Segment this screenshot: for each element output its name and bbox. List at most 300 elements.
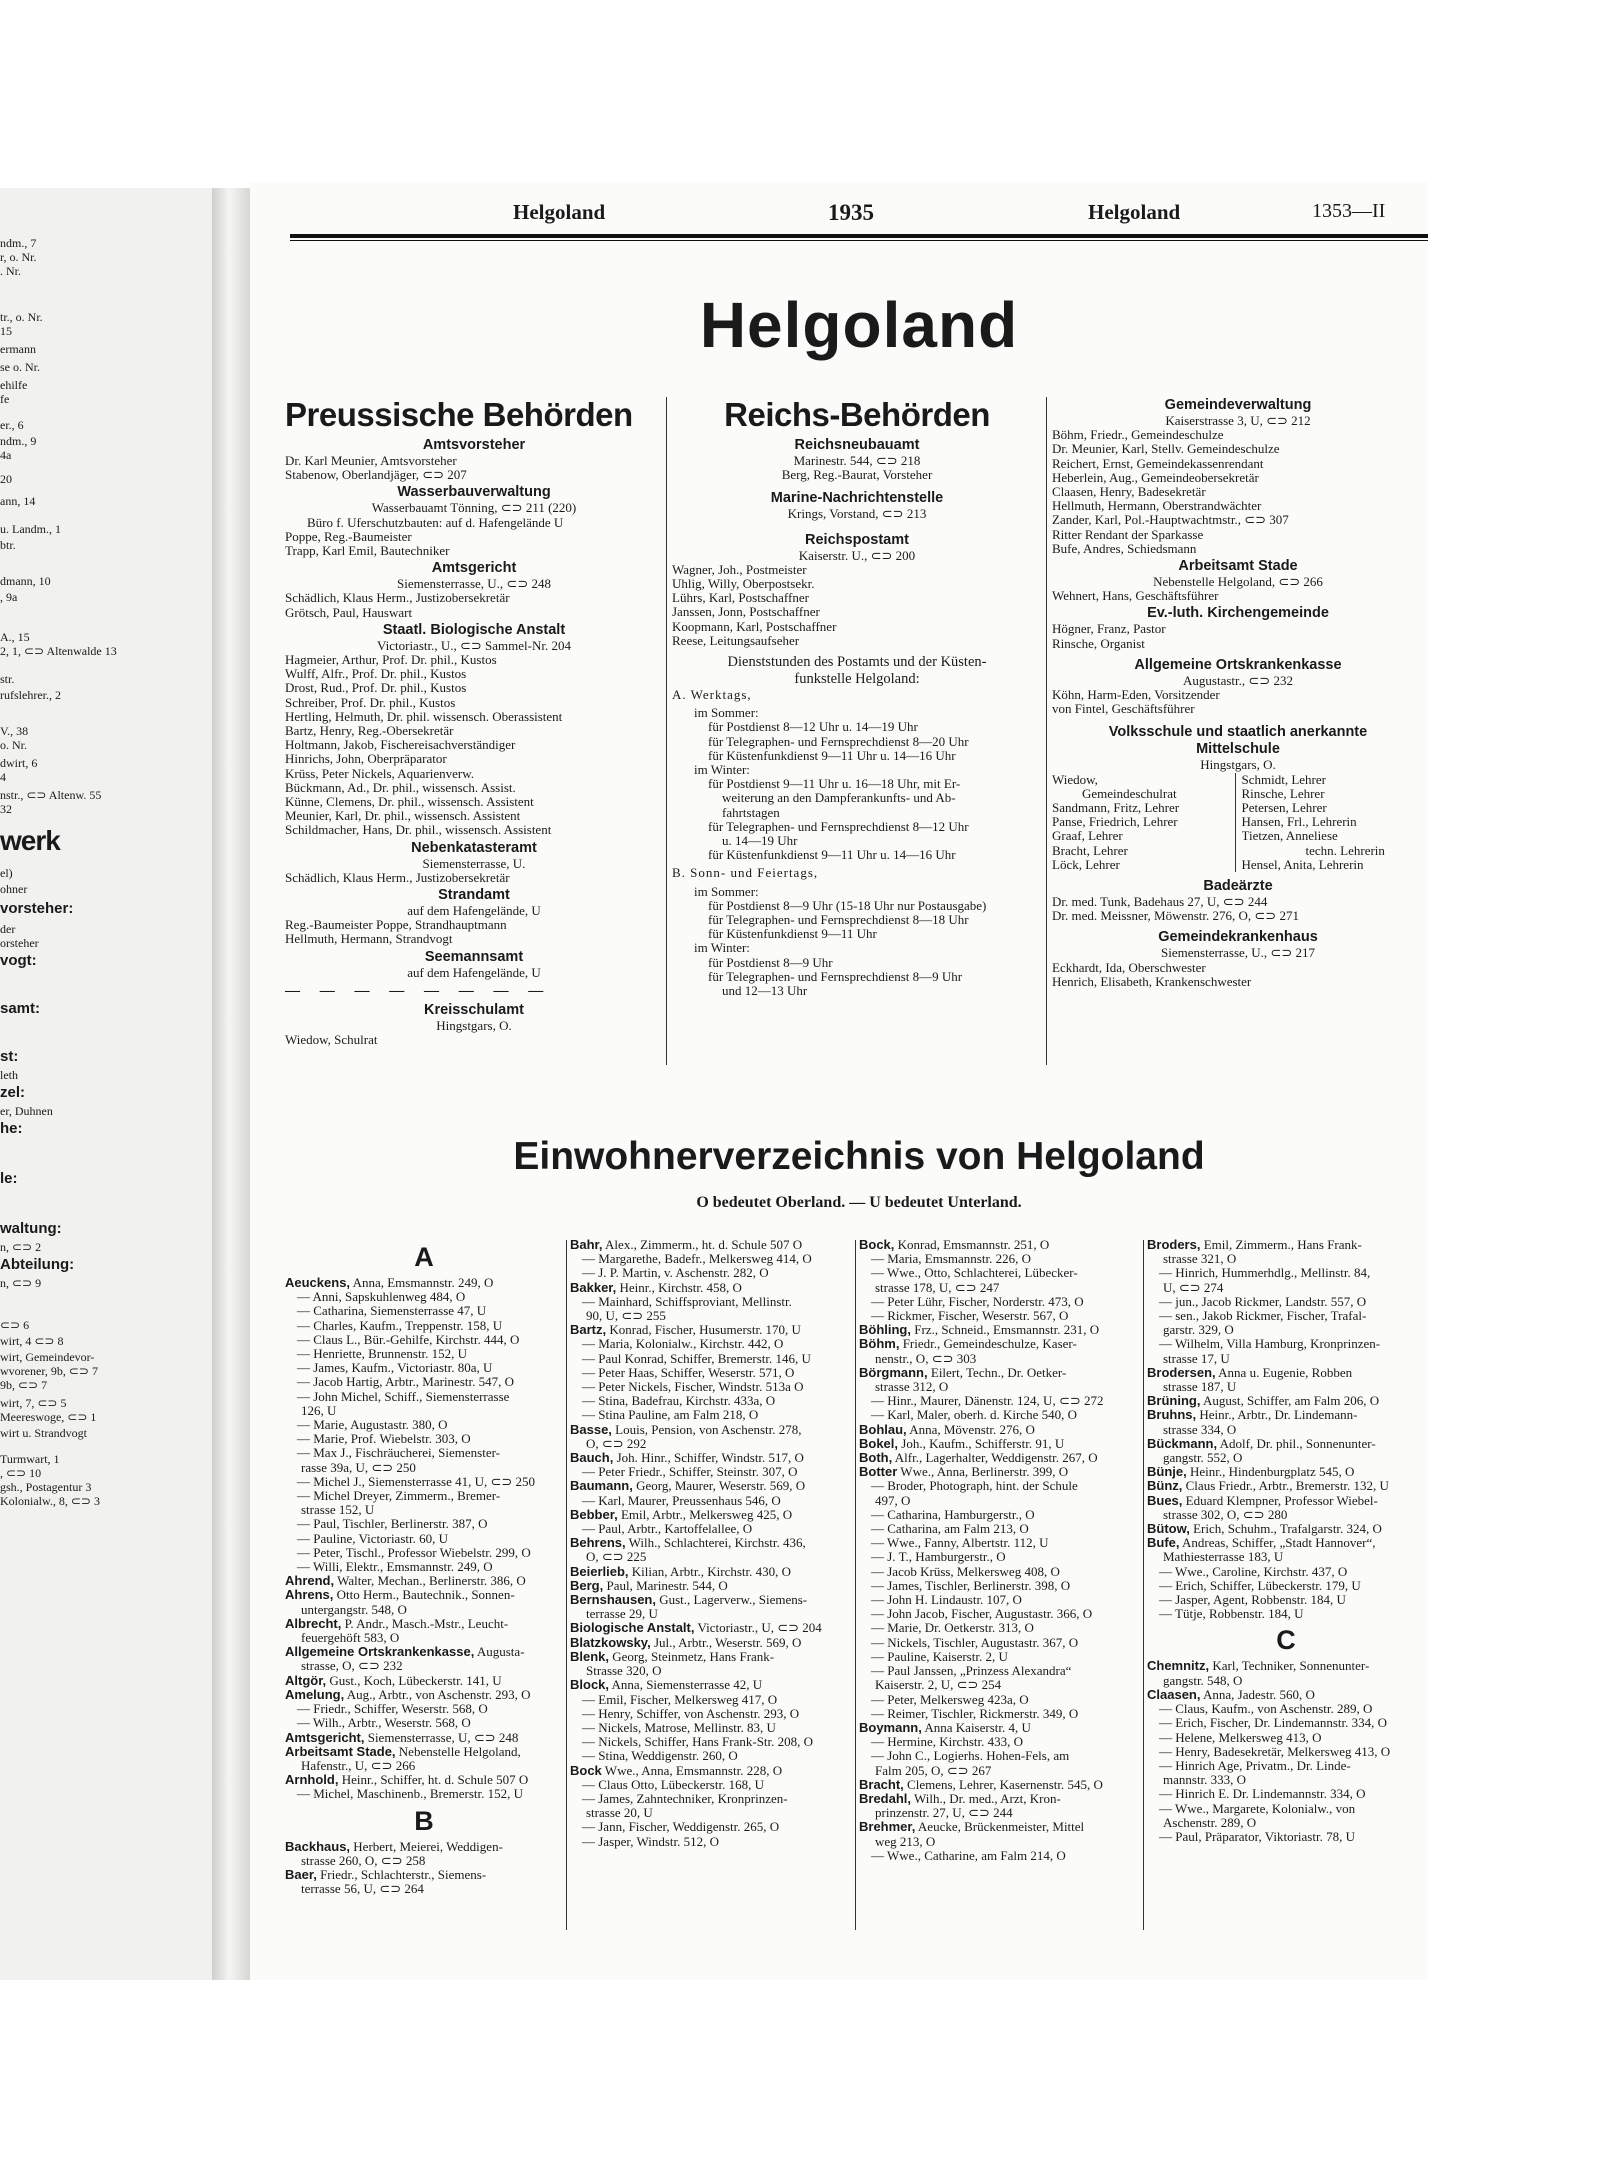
directory-continuation: prinzenstr. 27, U, ⊂⊃ 244 [875,1806,1013,1821]
entry-name: Bues, [1147,1493,1183,1508]
entry-name: Botter [859,1465,898,1480]
previous-page-text: ⊂⊃ 6 [0,1318,30,1332]
column-reichs-behoerden [672,395,1042,998]
directory-subentry: — Catharina, Siemensterrasse 47, U [297,1304,487,1319]
directory-continuation: Strasse 320, O [586,1664,662,1679]
directory-continuation: nenstr., O, ⊂⊃ 303 [875,1351,977,1366]
entry-name: Blenk, [570,1649,610,1664]
directory-entry [1147,1366,1425,1380]
directory-entry [859,1423,1137,1437]
previous-page-text: Abteilung: [0,1256,75,1273]
directory-continuation: 497, O [875,1493,911,1508]
entry-details: Emil, Zimmerm., Hans Frank- [1200,1238,1362,1252]
entry-details: Jul., Arbtr., Weserstr. 569, O [650,1635,802,1650]
entry: Trapp, Karl Emil, Bautechniker [285,544,450,559]
directory-subentry: — Karl, Maurer, Preussenhaus 546, O [582,1493,781,1508]
directory-continuation: feuergehöft 583, O [301,1631,400,1646]
entry-name: Amelung, [285,1687,345,1702]
entry-details: Friedr., Schlachterstr., Siemens- [316,1867,487,1882]
entry: Hansen, Frl., Lehrerin [1241,815,1357,830]
directory-subentry: — Claus, Kaufm., von Aschenstr. 289, O [1159,1702,1373,1717]
hours-line: u. 14—19 Uhr [722,834,798,849]
entry-name: Albrecht, [285,1616,342,1631]
subsection-heading: Reichspostamt [805,531,909,548]
directory-subentry: — Marie, Augustastr. 380, O [297,1418,448,1433]
entry-details: Joh., Kaufm., Schifferstr. 91, U [898,1436,1065,1451]
directory-entry [859,1721,1137,1735]
directory-entry [570,1764,848,1778]
address: Siemensterrasse, U., ⊂⊃ 217 [1161,946,1315,961]
directory-subentry: — Margarethe, Badefr., Melkersweg 414, O [582,1252,812,1267]
entry-name: Bohlau, [859,1422,907,1437]
entry: Grötsch, Paul, Hauswart [285,605,413,620]
previous-page-text: dwirt, 6 [0,756,38,770]
directory-entry [1147,1394,1425,1408]
directory-subentry: — Peter, Melkersweg 423a, O [871,1692,1029,1707]
entry-details: Anna, Mövenstr. 276, O [906,1422,1035,1437]
directory-subentry: — Paul Janssen, „Prinzess Alexandra“ [871,1664,1072,1679]
entry: Schädlich, Klaus Herm., Justizobersekretär [285,591,510,606]
entry: Dr. med. Meissner, Möwenstr. 276, O, ⊂⊃ 271 [1052,909,1299,924]
directory-column-4 [1147,1238,1425,1844]
previous-page-text: 9b, ⊂⊃ 7 [0,1378,48,1392]
entry-name: Bruhns, [1147,1408,1197,1423]
directory-subentry: — Paul, Arbtr., Kartoffelallee, O [582,1522,753,1537]
entry: Wiedow, [1052,772,1098,787]
previous-page-text: der [0,922,16,936]
directory-subentry: — Nickels, Schiffer, Hans Frank-Str. 208, O [582,1735,814,1750]
entry-name: Allgemeine Ortskrankenkasse, [285,1645,475,1660]
entry-details: Siemensterrasse, U, ⊂⊃ 248 [364,1730,519,1745]
directory-legend: O bedeutet Oberland. — U bedeutet Unterland. [696,1194,1022,1211]
directory-subentry: — Hinr., Maurer, Dänenstr. 124, U, ⊂⊃ 272 [871,1394,1104,1409]
previous-page-text: vogt: [0,952,37,969]
directory-subentry: — Peter Haas, Schiffer, Weserstr. 571, O [582,1365,795,1380]
entry-details: Heinr., Hindenburgplatz 545, O [1186,1465,1355,1480]
entry: Hinrichs, John, Oberpräparator [285,752,447,767]
entry-details: Friedr., Gemeindeschulze, Kaser- [899,1337,1077,1352]
entry: Gemeindeschulrat [1082,786,1177,801]
previous-page-text: o. Nr. [0,738,27,752]
subsection-heading: Badeärzte [1203,878,1273,895]
directory-entry [859,1323,1137,1337]
previous-page-edge [0,188,213,1980]
book-gutter [212,188,250,1980]
previous-page-text: st: [0,1048,19,1065]
directory-continuation: O, ⊂⊃ 225 [586,1550,647,1565]
entry-name: Ahrend, [285,1574,335,1589]
previous-page-text: el) [0,866,13,880]
entry: Reg.-Baumeister Poppe, Strandhauptmann [285,918,507,933]
entry: Petersen, Lehrer [1241,801,1327,816]
directory-continuation: rasse 39a, U, ⊂⊃ 250 [301,1460,416,1475]
entry: Hellmuth, Hermann, Oberstrandwächter [1052,499,1262,514]
previous-page-text: leth [0,1068,18,1082]
entry: Wasserbauamt Tönning, ⊂⊃ 211 (220) [371,501,577,516]
page-number: 1353—II [1312,200,1386,222]
entry-details: Heinr., Schiffer, ht. d. Schule 507 O [338,1773,529,1788]
subsection-heading: Arbeitsamt Stade [1178,558,1298,575]
entry-details: Claus Friedr., Arbtr., Bremerstr. 132, U [1182,1479,1389,1494]
directory-subentry: — Karl, Maler, oberh. d. Kirche 540, O [871,1408,1077,1423]
entry-name: Ahrens, [285,1588,334,1603]
previous-page-text: tr., o. Nr. [0,310,43,324]
directory-continuation: terrasse 56, U, ⊂⊃ 264 [301,1882,424,1897]
directory-continuation: garstr. 329, O [1163,1323,1234,1338]
directory-continuation: strasse 302, O, ⊂⊃ 280 [1163,1507,1288,1522]
entry-name: Block, [570,1678,610,1693]
previous-page-text: werk [0,825,60,856]
directory-subentry: — Max J., Fischräucherei, Siemenster- [297,1446,500,1461]
subsection-heading: Reichsneubauamt [794,437,920,453]
entry-name: Börgmann, [859,1365,928,1380]
previous-page-text: wvorener, 9b, ⊂⊃ 7 [0,1364,98,1378]
directory-continuation: strasse, O, ⊂⊃ 232 [301,1659,403,1674]
entry: Köhn, Harm-Eden, Vorsitzender [1052,688,1220,703]
directory-subentry: — Pauline, Kaiserstr. 2, U [871,1649,1008,1664]
directory-subentry: — Michel Dreyer, Zimmerm., Bremer- [297,1489,501,1504]
entry-details: Joh. Hinr., Schiffer, Windstr. 517, O [613,1451,804,1466]
address: auf dem Hafengelände, U [407,965,541,980]
address: Nebenstelle Helgoland, ⊂⊃ 266 [1153,575,1323,590]
directory-subentry: — James, Kaufm., Victoriastr. 80a, U [297,1361,493,1376]
directory-subentry: — Catharina, am Falm 213, O [871,1522,1029,1537]
address: Kaiserstrasse 3, U, ⊂⊃ 212 [1165,414,1311,428]
address: Augustastr., ⊂⊃ 232 [1183,673,1293,688]
entry-details: Alex., Zimmerm., ht. d. Schule 507 O [602,1238,803,1252]
previous-page-text: fe [0,392,10,406]
directory-entry [570,1238,848,1252]
previous-page-text: wirt, 7, ⊂⊃ 5 [0,1396,67,1410]
hours-season: im Sommer: [694,706,759,721]
directory-subentry: — Henry, Badesekretär, Melkersweg 413, O [1159,1744,1391,1759]
entry: Reichert, Ernst, Gemeindekassenrendant [1052,456,1264,471]
entry: Meunier, Karl, Dr. phil., wissensch. Assistent [285,809,521,824]
directory-entry [570,1678,848,1692]
entry: Krüss, Peter Nickels, Aquarienverw. [285,766,475,781]
entry-name: Both, [859,1451,893,1466]
directory-subentry: — Peter Lühr, Fischer, Norderstr. 473, O [871,1294,1084,1309]
entry-name: Arbeitsamt Stade, [285,1744,396,1759]
entry-details: Wwe., Anna, Emsmannstr. 228, O [601,1763,783,1778]
hours-line: für Küstenfunkdienst 9—11 Uhr u. 14—16 Uhr [708,748,956,763]
previous-page-text: r, o. Nr. [0,250,37,264]
page-title: Helgoland [699,289,1019,361]
hours-title: Dienststunden des Postamts und der Küsten- [727,654,987,671]
directory-subentry: — Wwe., Catharine, am Falm 214, O [871,1848,1066,1863]
entry: Högner, Franz, Pastor [1052,622,1166,637]
entry: Künne, Clemens, Dr. phil., wissensch. Assistent [285,795,534,810]
directory-continuation: strasse 321, O [1163,1252,1237,1267]
entry-name: Basse, [570,1422,612,1437]
entry: Claasen, Henry, Badesekretär [1052,485,1206,500]
entry-details: Aeucke, Brückenmeister, Mittel [915,1820,1085,1835]
entry-details: Nebenstelle Helgoland, [395,1744,521,1759]
entry-details: Andreas, Schiffer, „Stadt Hannover“, [1179,1536,1376,1551]
previous-page-text: str. [0,672,15,686]
hours-line: und 12—13 Uhr [722,984,808,999]
entry-name: Backhaus, [285,1839,351,1854]
directory-continuation: strasse 178, U, ⊂⊃ 247 [875,1280,1000,1295]
directory-subentry: — Henriette, Brunnenstr. 152, U [297,1347,468,1362]
entry-name: Bahr, [570,1238,603,1252]
running-head-left: Helgoland [513,200,606,224]
address: Hingstgars, O. [1200,758,1276,773]
entry: Reese, Leitungsaufseher [672,633,800,648]
previous-page-text: vorsteher: [0,900,74,917]
entry: Bartz, Henry, Reg.-Obersekretär [285,724,454,739]
subsection-heading: Kreisschulamt [424,1001,524,1018]
column-divider [1046,397,1047,1065]
directory-entry [570,1479,848,1493]
directory-continuation: O, ⊂⊃ 292 [586,1436,647,1451]
directory-subentry: — Stina, Badefrau, Kirchstr. 433a, O [582,1394,776,1409]
directory-continuation: strasse 260, O, ⊂⊃ 258 [301,1853,426,1868]
column-divider [855,1240,856,1930]
directory-subentry: — Maria, Emsmannstr. 226, O [871,1252,1031,1267]
entry-name: Brodersen, [1147,1365,1216,1380]
directory-entry [859,1437,1137,1451]
directory-entry [1147,1688,1425,1702]
entry: Rinsche, Lehrer [1241,786,1325,801]
entry: Böhm, Friedr., Gemeindeschulze [1052,428,1224,443]
directory-entry [859,1465,1137,1479]
previous-page-text: ndm., 9 [0,434,37,448]
directory-entry [1147,1522,1425,1536]
entry-details: Herbert, Meierei, Weddigen- [350,1839,503,1854]
entry-details: Erich, Schuhm., Trafalgarstr. 324, O [1189,1522,1382,1537]
previous-page-text: ohner [0,882,28,896]
entry: Büro f. Uferschutzbauten: auf d. Hafengelände U [307,515,564,530]
entry: Hertling, Helmuth, Dr. phil. wissensch. Oberassistent [285,709,563,724]
previous-page-text: nstr., ⊂⊃ Altenw. 55 [0,788,102,802]
entry: von Fintel, Geschäftsführer [1052,702,1195,717]
entry: Löck, Lehrer [1052,857,1120,872]
entry: Stabenow, Oberlandjäger, ⊂⊃ 207 [285,468,467,483]
previous-page-text: er, Duhnen [0,1104,53,1118]
entry-details: Alfr., Lagerhalter, Weddigenstr. 267, O [892,1451,1098,1466]
previous-page-text: 2, 1, ⊂⊃ Altenwalde 13 [0,644,117,658]
directory-subentry: — J. P. Martin, v. Aschenstr. 282, O [582,1266,769,1281]
directory-entry [285,1276,563,1290]
directory-entry [570,1636,848,1650]
previous-page-text: n, ⊂⊃ 2 [0,1240,42,1254]
directory-subentry: — jun., Jacob Rickmer, Landstr. 557, O [1159,1294,1367,1309]
directory-subentry: — John C., Logierhs. Hohen-Fels, am [871,1749,1070,1764]
entry-details: Konrad, Emsmannstr. 251, O [894,1238,1050,1252]
directory-entry [285,1617,563,1631]
directory-subentry: — Broder, Photograph, hint. der Schule [871,1479,1078,1494]
entry-name: Bebber, [570,1507,618,1522]
previous-page-text: ermann [0,342,36,356]
directory-entry [859,1366,1137,1380]
directory-entry [859,1238,1137,1252]
previous-page-text: he: [0,1120,23,1137]
directory-continuation: strasse 312, O [875,1380,949,1395]
directory-entry [570,1565,848,1579]
entry-name: Claasen, [1147,1687,1201,1702]
previous-page-text: n, ⊂⊃ 9 [0,1276,42,1290]
directory-subentry: — James, Tischler, Berlinerstr. 398, O [871,1578,1071,1593]
teacher-list-left [1052,773,1235,872]
entry-details: Konrad, Fischer, Husumerstr. 170, U [606,1323,801,1338]
previous-page-text: wirt, 4 ⊂⊃ 8 [0,1334,64,1348]
directory-entry [1147,1238,1425,1252]
entry: Hagmeier, Arthur, Prof. Dr. phil., Kustos [285,653,497,668]
directory-entry [859,1820,1137,1834]
header-rule [290,234,1428,238]
entry: Berg, Reg.-Baurat, Vorsteher [781,468,933,483]
directory-subentry: — Paul, Tischler, Berlinerstr. 387, O [297,1517,488,1532]
directory-continuation: Mathiesterrasse 183, U [1163,1550,1284,1565]
entry: Wulff, Alfr., Prof. Dr. phil., Kustos [285,667,467,682]
directory-entry [285,1731,563,1745]
directory-subentry: — Peter Nickels, Fischer, Windstr. 513a O [582,1380,804,1395]
directory-subentry: — Jacob Krüss, Melkersweg 408, O [871,1564,1060,1579]
directory-continuation: strasse 334, O [1163,1422,1237,1437]
directory-entry [1147,1408,1425,1422]
section-title: Reichs-Behörden [724,396,990,433]
hours-line: für Postdienst 9—11 Uhr u. 16—18 Uhr, mit Er- [708,777,961,792]
directory-subentry: — John H. Lindaustr. 107, O [871,1593,1022,1608]
directory-subentry: — Reimer, Tischler, Rickmerstr. 349, O [871,1706,1079,1721]
running-head-year: 1935 [828,200,874,225]
directory-subentry: — Peter, Tischl., Professor Wiebelstr. 299, O [297,1545,531,1560]
directory-subentry: — Jasper, Windstr. 512, O [582,1834,720,1849]
entry-details: Heinr., Kirchstr. 458, O [616,1280,742,1295]
entry-name: Bauch, [570,1451,614,1466]
entry-details: Paul, Marinestr. 544, O [603,1578,728,1593]
entry: Hensel, Anita, Lehrerin [1241,857,1364,872]
entry: Dr. med. Tunk, Badehaus 27, U, ⊂⊃ 244 [1052,895,1268,910]
directory-continuation: gangstr. 552, O [1163,1451,1243,1466]
directory-subentry: — Jasper, Agent, Robbenstr. 184, U [1159,1593,1346,1608]
entry: Eckhardt, Ida, Oberschwester [1052,960,1206,975]
entry-name: Baer, [285,1867,317,1882]
entry-name: Baumann, [570,1479,633,1494]
directory-subentry: — Claus L., Bür.-Gehilfe, Kirchstr. 444, O [297,1332,520,1347]
hours-line: für Postdienst 8—12 Uhr u. 14—19 Uhr [708,720,918,735]
entry-name: Brehmer, [859,1820,916,1835]
entry: Drost, Rud., Prof. Dr. phil., Kustos [285,681,467,696]
entry-name: Beierlieb, [570,1564,629,1579]
entry: Krings, Vorstand, ⊂⊃ 213 [787,507,927,522]
previous-page-text: 4a [0,448,12,462]
letter-heading: A [414,1242,434,1272]
previous-page-text: rufslehrer., 2 [0,688,61,702]
entry-name: Bokel, [859,1436,899,1451]
entry-details: Louis, Pension, von Aschenstr. 278, [611,1422,802,1437]
directory-subentry: — Henry, Schiffer, von Aschenstr. 293, O [582,1706,800,1721]
directory-entry [1147,1536,1425,1550]
entry: Heberlein, Aug., Gemeindeobersekretär [1052,470,1259,485]
address: Hingstgars, O. [436,1018,512,1033]
entry-name: Berg, [570,1578,604,1593]
column-divider [666,397,667,1065]
directory-entry [570,1536,848,1550]
directory-continuation: gangstr. 548, O [1163,1673,1243,1688]
entry-details: Aug., Arbtr., von Aschenstr. 293, O [344,1687,531,1702]
entry-name: Bufe, [1147,1536,1180,1551]
directory-subentry: — Michel J., Siemensterrasse 41, U, ⊂⊃ 250 [297,1474,536,1489]
directory-entry [570,1593,848,1607]
subsection-heading: Staatl. Biologische Anstalt [382,621,566,638]
section-title: Preussische Behörden [285,396,633,433]
entry-details: Anna, Jadestr. 560, O [1200,1687,1315,1702]
entry-name: Amtsgericht, [285,1730,365,1745]
directory-subentry: — Wilhelm, Villa Hamburg, Kronprinzen- [1159,1337,1381,1352]
entry-details: Heinr., Arbtr., Dr. Lindemann- [1196,1408,1358,1423]
previous-page-text: 4 [0,770,6,784]
entry-name: Blatzkowsky, [570,1635,651,1650]
previous-page-text: Kolonialw., 8, ⊂⊃ 3 [0,1494,100,1508]
running-head-right: Helgoland [1088,200,1181,224]
hours-line: weiterung an den Dampferankunfts- und Ab- [722,791,956,806]
previous-page-text: er., 6 [0,418,24,432]
entry-details: Gust., Lagerverw., Siemens- [655,1593,808,1608]
directory-entry [1147,1659,1425,1673]
directory-continuation: Hafenstr., U, ⊂⊃ 266 [301,1758,416,1773]
entry: Bückmann, Ad., Dr. phil., wissensch. Assist. [285,780,516,795]
directory-subentry: — Hinrich E. Dr. Lindemannstr. 334, O [1159,1787,1366,1802]
directory-continuation: weg 213, O [875,1834,936,1849]
subsection-heading: Gemeindekrankenhaus [1158,929,1318,946]
entry-name: Behrens, [570,1536,626,1551]
directory-continuation: strasse 152, U [301,1503,375,1518]
entry-name: Altgör, [285,1673,327,1688]
entry: Wehnert, Hans, Geschäftsführer [1052,589,1219,604]
directory-entry [285,1588,563,1602]
entry-details: Anna, Emsmannstr. 249, O [350,1276,494,1290]
directory-subentry: — James, Zahntechniker, Kronprinzen- [582,1791,788,1806]
directory-subentry: — Erich, Fischer, Dr. Lindemannstr. 334, O [1159,1716,1388,1731]
previous-page-text: wirt u. Strandvogt [0,1426,87,1440]
directory-title: Einwohnerverzeichnis von Helgoland [513,1135,1205,1178]
directory-subentry: — Peter Friedr., Schiffer, Steinstr. 307, O [582,1465,798,1480]
directory-subentry: — Marie, Prof. Wiebelstr. 303, O [297,1432,471,1447]
directory-continuation: U, ⊂⊃ 274 [1163,1280,1224,1295]
address: auf dem Hafengelände, U [407,904,541,919]
directory-subentry: — Marie, Dr. Oetkerstr. 313, O [871,1621,1034,1636]
teacher-list-right [1235,773,1425,872]
directory-subentry: — Stina, Weddigenstr. 260, O [582,1749,738,1764]
entry-details: P. Andr., Masch.-Mstr., Leucht- [341,1616,509,1631]
directory-entry [285,1674,563,1688]
previous-page-text: 15 [0,324,12,338]
directory-entry [285,1574,563,1588]
previous-page-text: orsteher [0,936,39,950]
hours-group: B. Sonn- und Feiertags, [672,866,819,881]
directory-subentry: — Claus Otto, Lübeckerstr. 168, U [582,1777,764,1792]
column-divider [1143,1240,1144,1930]
hours-line: für Postdienst 8—9 Uhr (15-18 Uhr nur Postausgabe) [708,898,987,913]
entry-details: Victoriastr., U, ⊂⊃ 204 [694,1621,822,1636]
previous-page-text: . Nr. [0,264,21,278]
entry: Schmidt, Lehrer [1241,772,1326,787]
directory-entry [1147,1494,1425,1508]
subsection-heading: Strandamt [438,887,510,904]
previous-page-text: gsh., Postagentur 3 [0,1480,92,1494]
entry-details: Gust., Koch, Lübeckerstr. 141, U [326,1673,502,1688]
directory-continuation: 126, U [301,1403,337,1418]
previous-page-text: , 9a [0,590,18,604]
previous-page-text: V., 38 [0,724,29,738]
entry-details: Augusta- [474,1645,525,1660]
directory-subentry: — Willi, Elektr., Emsmannstr. 249, O [297,1560,493,1575]
directory-continuation: strasse 17, U [1163,1351,1230,1366]
entry: Schädlich, Klaus Herm., Justizobersekretär [285,870,510,885]
previous-page-text: Meereswoge, ⊂⊃ 1 [0,1410,97,1424]
